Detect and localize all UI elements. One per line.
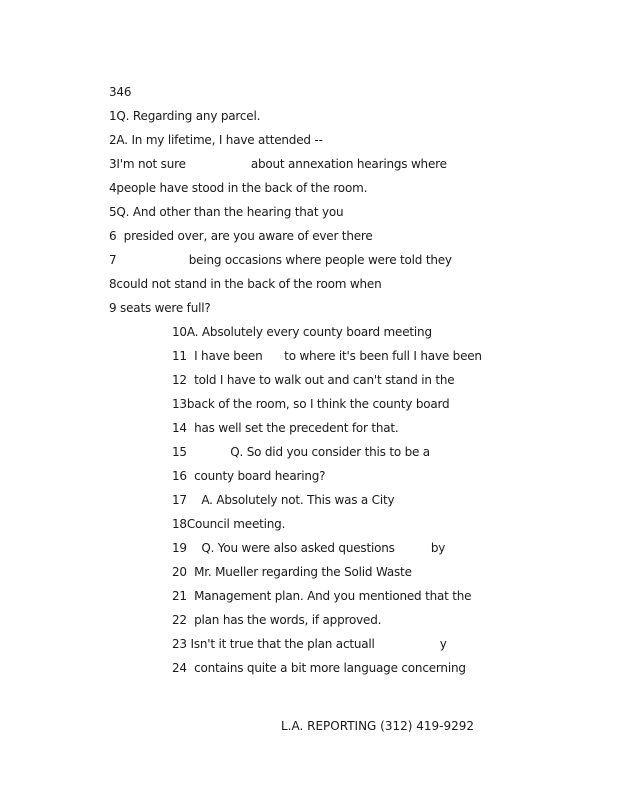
- transcript-line-4: 4people have stood in the back of the room.: [109, 181, 368, 195]
- transcript-line-3: 3I'm not sure about annexation hearings where: [109, 157, 447, 171]
- transcript-line-22: 22 plan has the words, if approved.: [172, 613, 382, 627]
- transcript-line-19: 19 Q. You were also asked questions by: [172, 541, 446, 555]
- transcript-line-24: 24 contains quite a bit more language concerning: [172, 661, 466, 675]
- transcript-line-8: 8could not stand in the back of the room when: [109, 277, 382, 291]
- transcript-line-1: 1Q. Regarding any parcel.: [109, 109, 261, 123]
- transcript-line-9: 9 seats were full?: [109, 301, 211, 315]
- page-number: 346: [109, 85, 132, 99]
- reporter-footer: L.A. REPORTING (312) 419-9292: [281, 719, 475, 733]
- transcript-line-6: 6 presided over, are you aware of ever there: [109, 229, 373, 243]
- transcript-line-15: 15 Q. So did you consider this to be a: [172, 445, 430, 459]
- transcript-line-13: 13back of the room, so I think the county board: [172, 397, 450, 411]
- transcript-line-5: 5Q. And other than the hearing that you: [109, 205, 344, 219]
- transcript-line-14: 14 has well set the precedent for that.: [172, 421, 399, 435]
- transcript-line-10: 10A. Absolutely every county board meeting: [172, 325, 432, 339]
- transcript-line-18: 18Council meeting.: [172, 517, 286, 531]
- transcript-line-11: 11 I have been to where it's been full I have been: [172, 349, 482, 363]
- transcript-line-23: 23 Isn't it true that the plan actuall y: [172, 637, 447, 651]
- transcript-line-7: 7 being occasions where people were told they: [109, 253, 452, 267]
- transcript-line-16: 16 county board hearing?: [172, 469, 326, 483]
- transcript-line-20: 20 Mr. Mueller regarding the Solid Waste: [172, 565, 412, 579]
- transcript-line-17: 17 A. Absolutely not. This was a City: [172, 493, 395, 507]
- transcript-line-2: 2A. In my lifetime, I have attended --: [109, 133, 323, 147]
- transcript-line-12: 12 told I have to walk out and can't stand in the: [172, 373, 455, 387]
- transcript-line-21: 21 Management plan. And you mentioned that the: [172, 589, 472, 603]
